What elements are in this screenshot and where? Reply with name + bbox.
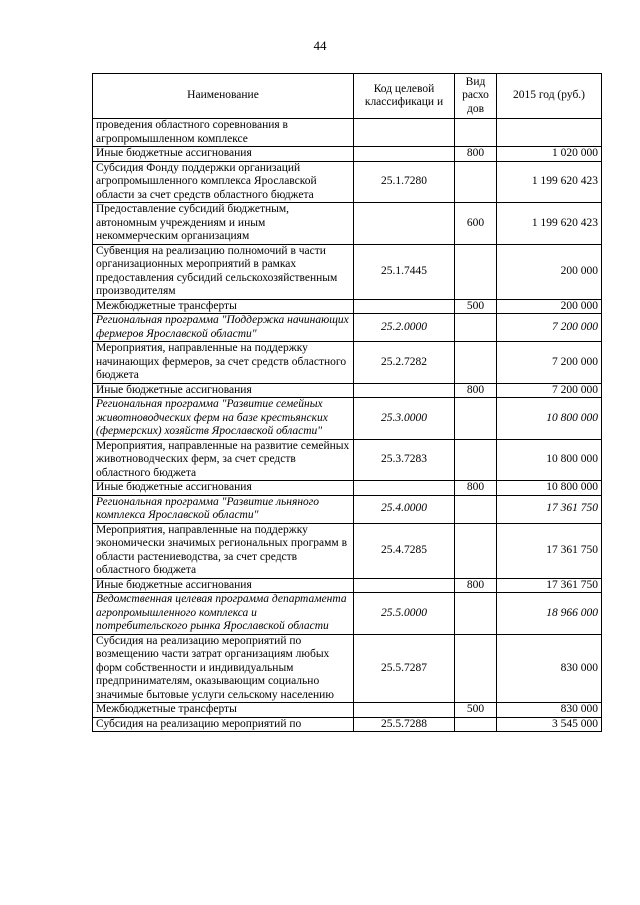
table-row: [93, 481, 602, 496]
table-row: [93, 383, 602, 398]
cell-amount: 1 199 620 423: [497, 161, 602, 203]
cell-kind: 800: [455, 383, 497, 398]
cell-code: 25.1.7280: [354, 161, 455, 203]
cell-name: Субвенция на реализацию полномочий в части организационных мероприятий в рамках предоставления субсидий сельскохозяйственным производителям: [93, 244, 354, 299]
cell-amount: 200 000: [497, 299, 602, 314]
cell-name: Иные бюджетные ассигнования: [93, 147, 354, 162]
cell-amount: 830 000: [497, 703, 602, 718]
cell-kind: [455, 634, 497, 703]
cell-code: 25.1.7445: [354, 244, 455, 299]
cell-amount: 7 200 000: [497, 314, 602, 342]
table-row: [93, 495, 602, 523]
cell-kind: [455, 161, 497, 203]
cell-amount: 200 000: [497, 244, 602, 299]
header-name: Наименование: [93, 74, 354, 119]
cell-kind: 800: [455, 481, 497, 496]
budget-table: [92, 73, 602, 732]
cell-name: Иные бюджетные ассигнования: [93, 578, 354, 593]
cell-amount: 7 200 000: [497, 383, 602, 398]
cell-amount: 7 200 000: [497, 342, 602, 384]
cell-code: 25.4.0000: [354, 495, 455, 523]
cell-name: Региональная программа "Поддержка начинающих фермеров Ярославской области": [93, 314, 354, 342]
cell-code: 25.5.0000: [354, 593, 455, 635]
cell-code: 25.3.7283: [354, 439, 455, 481]
cell-amount: 1 020 000: [497, 147, 602, 162]
table-row: [93, 593, 602, 635]
cell-kind: [455, 439, 497, 481]
cell-name: Региональная программа "Развитие семейных животноводческих ферм на базе крестьянских (фермерских) хозяйств Ярославской области": [93, 398, 354, 440]
cell-kind: [455, 314, 497, 342]
table-header-row: [93, 74, 602, 119]
table-row: [93, 342, 602, 384]
cell-code: [354, 481, 455, 496]
table-row: [93, 119, 602, 147]
cell-code: 25.2.7282: [354, 342, 455, 384]
cell-amount: 10 800 000: [497, 398, 602, 440]
cell-name: Мероприятия, направленные на развитие семейных животноводческих ферм, за счет средств областного бюджета: [93, 439, 354, 481]
cell-amount: 17 361 750: [497, 523, 602, 578]
cell-name: Мероприятия, направленные на поддержку начинающих фермеров, за счет средств областного бюджета: [93, 342, 354, 384]
table-row: [93, 523, 602, 578]
cell-kind: [455, 119, 497, 147]
table-row: [93, 314, 602, 342]
table-row: [93, 717, 602, 732]
cell-amount: [497, 119, 602, 147]
cell-code: 25.3.0000: [354, 398, 455, 440]
page-number: 44: [313, 38, 327, 53]
table-row: [93, 578, 602, 593]
cell-amount: 1 199 620 423: [497, 203, 602, 245]
cell-kind: 800: [455, 147, 497, 162]
cell-code: [354, 578, 455, 593]
header-kind: Вид расхо дов: [455, 74, 497, 119]
table-row: [93, 203, 602, 245]
cell-code: [354, 383, 455, 398]
cell-name: Региональная программа "Развитие льняного комплекса Ярославской области": [93, 495, 354, 523]
cell-amount: 3 545 000: [497, 717, 602, 732]
table-body: [93, 119, 602, 732]
cell-amount: 17 361 750: [497, 495, 602, 523]
cell-code: [354, 119, 455, 147]
cell-name: Субсидия Фонду поддержки организаций агропромышленного комплекса Ярославской области за счет средств областного бюджета: [93, 161, 354, 203]
cell-code: 25.2.0000: [354, 314, 455, 342]
cell-kind: [455, 398, 497, 440]
table-row: [93, 299, 602, 314]
cell-name: проведения областного соревнования в агропромышленном комплексе: [93, 119, 354, 147]
table-row: [93, 634, 602, 703]
header-amount: 2015 год (руб.): [497, 74, 602, 119]
cell-amount: 10 800 000: [497, 439, 602, 481]
cell-kind: [455, 717, 497, 732]
cell-kind: [455, 495, 497, 523]
cell-kind: 500: [455, 703, 497, 718]
table-row: [93, 161, 602, 203]
cell-amount: 830 000: [497, 634, 602, 703]
cell-code: [354, 703, 455, 718]
cell-code: 25.4.7285: [354, 523, 455, 578]
cell-name: Межбюджетные трансферты: [93, 299, 354, 314]
cell-kind: [455, 593, 497, 635]
table-row: [93, 147, 602, 162]
table-row: [93, 244, 602, 299]
cell-name: Предоставление субсидий бюджетным, автономным учреждениям и иным некоммерческим организациям: [93, 203, 354, 245]
header-code: Код целевой классификаци и: [354, 74, 455, 119]
table-row: [93, 439, 602, 481]
cell-kind: [455, 523, 497, 578]
cell-name: Субсидия на реализацию мероприятий по возмещению части затрат организациям любых форм собственности и индивидуальным предпринимателям, оказывающим социально значимые бытовые услуги сельскому населению: [93, 634, 354, 703]
cell-amount: 17 361 750: [497, 578, 602, 593]
cell-code: 25.5.7288: [354, 717, 455, 732]
cell-name: Иные бюджетные ассигнования: [93, 383, 354, 398]
cell-name: Субсидия на реализацию мероприятий по: [93, 717, 354, 732]
cell-name: Межбюджетные трансферты: [93, 703, 354, 718]
cell-code: [354, 147, 455, 162]
cell-name: Мероприятия, направленные на поддержку экономически значимых региональных программ в области растениеводства, за счет средств областного бюджета: [93, 523, 354, 578]
cell-name: Ведомственная целевая программа департамента агропромышленного комплекса и потребительского рынка Ярославской области: [93, 593, 354, 635]
cell-kind: [455, 342, 497, 384]
cell-amount: 10 800 000: [497, 481, 602, 496]
cell-amount: 18 966 000: [497, 593, 602, 635]
cell-name: Иные бюджетные ассигнования: [93, 481, 354, 496]
cell-kind: 800: [455, 578, 497, 593]
table-row: [93, 703, 602, 718]
cell-code: [354, 299, 455, 314]
cell-kind: [455, 244, 497, 299]
table-row: [93, 398, 602, 440]
cell-kind: 600: [455, 203, 497, 245]
cell-kind: 500: [455, 299, 497, 314]
cell-code: 25.5.7287: [354, 634, 455, 703]
cell-code: [354, 203, 455, 245]
